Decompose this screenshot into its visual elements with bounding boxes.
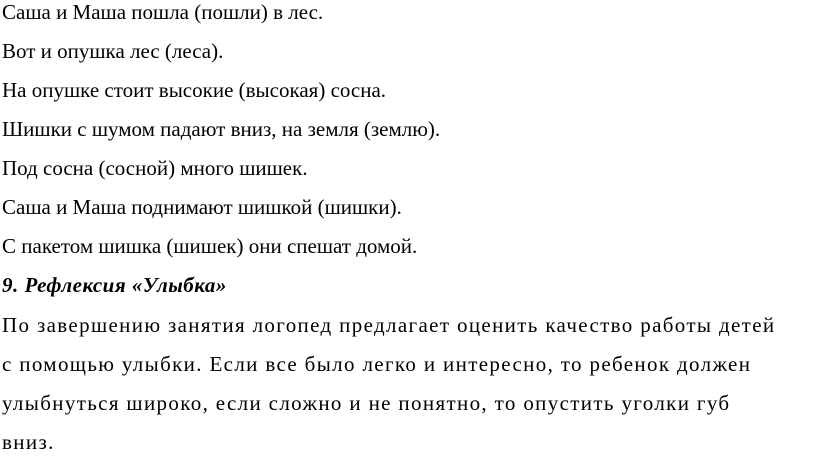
paragraph-line-3: улыбнуться широко, если сложно и не понятно, то опустить уголки губ — [2, 391, 731, 415]
sentence-7: С пакетом шишка (шишек) они спешат домой. — [2, 234, 418, 258]
paragraph-line-2: с помощью улыбки. Если все было легко и интересно, то ребенок должен — [2, 352, 752, 376]
sentence-5: Под сосна (сосной) много шишек. — [2, 156, 308, 180]
sentence-4: Шишки с шумом падают вниз, на земля (землю). — [2, 117, 441, 141]
sentence-3: На опушке стоит высокие (высокая) сосна. — [2, 78, 387, 102]
paragraph-line-1: По завершению занятия логопед предлагает оценить качество работы детей — [2, 313, 776, 337]
sentence-1: Саша и Маша пошла (пошли) в лес. — [2, 0, 324, 24]
paragraph-line-4: вниз. — [2, 430, 55, 454]
sentence-6: Саша и Маша поднимают шишкой (шишки). — [2, 195, 402, 219]
section-heading: 9. Рефлексия «Улыбка» — [2, 273, 227, 297]
sentence-2: Вот и опушка лес (леса). — [2, 39, 224, 63]
